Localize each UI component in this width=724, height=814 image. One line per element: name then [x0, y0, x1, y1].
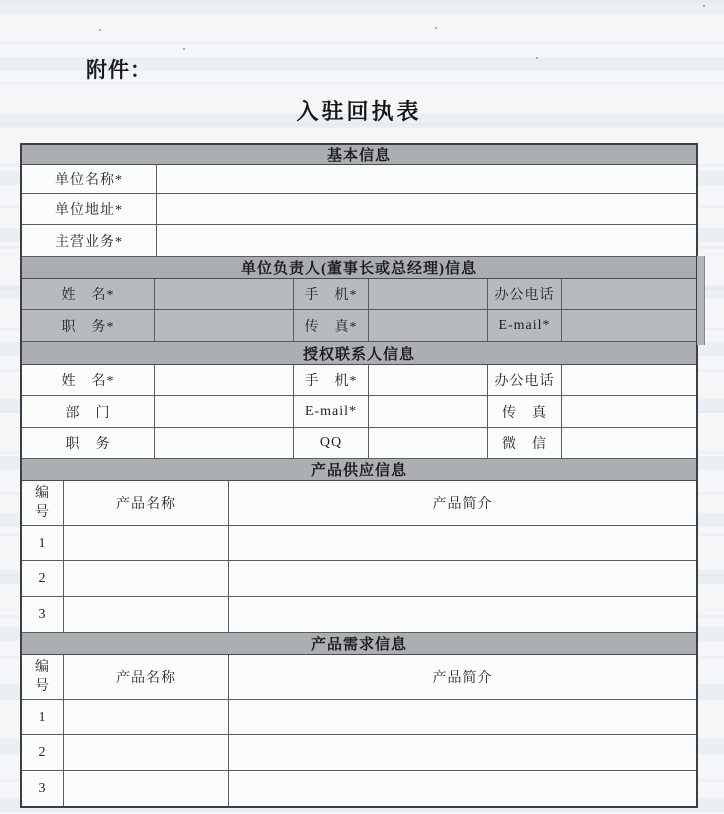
- supply-row-2-name-cell: [64, 561, 229, 596]
- row-main-business: [22, 225, 696, 257]
- section-header-unit-leader: 单位负责人(董事长或总经理)信息: [22, 257, 696, 279]
- contact-qq-label: QQ: [294, 428, 369, 458]
- supply-row-1: [22, 526, 696, 561]
- demand-row-3-desc-cell: [229, 771, 696, 806]
- form-title: 入驻回执表: [296, 99, 422, 124]
- section-header-basic-info: 基本信息: [22, 145, 696, 165]
- entry-receipt-form-table: [20, 143, 698, 808]
- main-business-label: 主营业务*: [22, 225, 157, 256]
- leader-mobile-label: 手 机*: [294, 279, 369, 309]
- demand-col-number: 编号: [22, 655, 64, 699]
- supply-row-3-number: 3: [22, 597, 64, 632]
- contact-position-input-cell: [155, 428, 294, 458]
- leader-email-input-cell: [562, 310, 696, 341]
- leader-position-input-cell: [155, 310, 294, 341]
- supply-row-2-desc-cell: [229, 561, 696, 596]
- supply-col-product-name: 产品名称: [64, 481, 229, 525]
- contact-name-label: 姓 名*: [22, 365, 155, 395]
- unit-address-label: 单位地址*: [22, 194, 157, 224]
- supply-row-1-desc-cell: [229, 526, 696, 560]
- main-business-input-cell: [157, 225, 696, 256]
- scan-gray-bleed: [697, 256, 705, 345]
- contact-wechat-label: 微 信: [488, 428, 562, 458]
- row-unit-name: [22, 165, 696, 194]
- supply-row-3-desc-cell: [229, 597, 696, 632]
- contact-position-label: 职 务: [22, 428, 155, 458]
- demand-col-product-name: 产品名称: [64, 655, 229, 699]
- demand-row-3-number: 3: [22, 771, 64, 806]
- supply-row-2-number: 2: [22, 561, 64, 596]
- demand-row-1: [22, 700, 696, 735]
- leader-name-input-cell: [155, 279, 294, 309]
- leader-email-label: E-mail*: [488, 310, 562, 341]
- contact-mobile-label: 手 机*: [294, 365, 369, 395]
- row-unit-address: [22, 194, 696, 225]
- unit-name-label: 单位名称*: [22, 165, 157, 193]
- demand-row-2-name-cell: [64, 735, 229, 770]
- contact-mobile-input-cell: [369, 365, 488, 395]
- contact-wechat-input-cell: [562, 428, 696, 458]
- contact-office-phone-input-cell: [562, 365, 696, 395]
- unit-address-input-cell: [157, 194, 696, 224]
- contact-name-input-cell: [155, 365, 294, 395]
- supply-row-3-name-cell: [64, 597, 229, 632]
- leader-mobile-input-cell: [369, 279, 488, 309]
- section-header-product-demand: 产品需求信息: [22, 633, 696, 655]
- demand-row-2: [22, 735, 696, 771]
- demand-row-2-number: 2: [22, 735, 64, 770]
- contact-row-3: [22, 428, 696, 459]
- contact-fax-input-cell: [562, 396, 696, 427]
- leader-fax-input-cell: [369, 310, 488, 341]
- contact-row-2: [22, 396, 696, 428]
- supply-row-2: [22, 561, 696, 597]
- demand-col-product-desc: 产品简介: [432, 671, 493, 686]
- demand-row-2-desc-cell: [229, 735, 696, 770]
- contact-email-label: E-mail*: [294, 396, 369, 427]
- demand-row-1-number: 1: [22, 700, 64, 734]
- contact-department-input-cell: [155, 396, 294, 427]
- demand-row-3: [22, 771, 696, 806]
- leader-name-label: 姓 名*: [22, 279, 155, 309]
- leader-office-phone-input-cell: [562, 279, 696, 309]
- demand-column-header-row: [22, 655, 696, 700]
- demand-row-1-desc-cell: [229, 700, 696, 734]
- contact-qq-input-cell: [369, 428, 488, 458]
- section-header-product-supply: 产品供应信息: [22, 459, 696, 481]
- leader-position-label: 职 务*: [22, 310, 155, 341]
- attachment-label: 附件：: [86, 59, 152, 82]
- demand-row-3-name-cell: [64, 771, 229, 806]
- contact-row-1: [22, 365, 696, 396]
- contact-department-label: 部 门: [22, 396, 155, 427]
- contact-office-phone-label: 办公电话: [488, 365, 562, 395]
- demand-row-1-name-cell: [64, 700, 229, 734]
- supply-row-3: [22, 597, 696, 633]
- supply-col-product-desc: 产品简介: [432, 497, 493, 512]
- supply-row-1-name-cell: [64, 526, 229, 560]
- supply-row-1-number: 1: [22, 526, 64, 560]
- section-unit-leader: [22, 257, 696, 342]
- leader-fax-label: 传 真*: [294, 310, 369, 341]
- leader-row-2: [22, 310, 696, 342]
- contact-email-input-cell: [369, 396, 488, 427]
- leader-office-phone-label: 办公电话: [488, 279, 562, 309]
- unit-name-input-cell: [157, 165, 696, 193]
- leader-row-1: [22, 279, 696, 310]
- section-header-authorized-contact: 授权联系人信息: [22, 342, 696, 365]
- supply-column-header-row: [22, 481, 696, 526]
- contact-fax-label: 传 真: [488, 396, 562, 427]
- supply-col-number: 编号: [22, 481, 64, 525]
